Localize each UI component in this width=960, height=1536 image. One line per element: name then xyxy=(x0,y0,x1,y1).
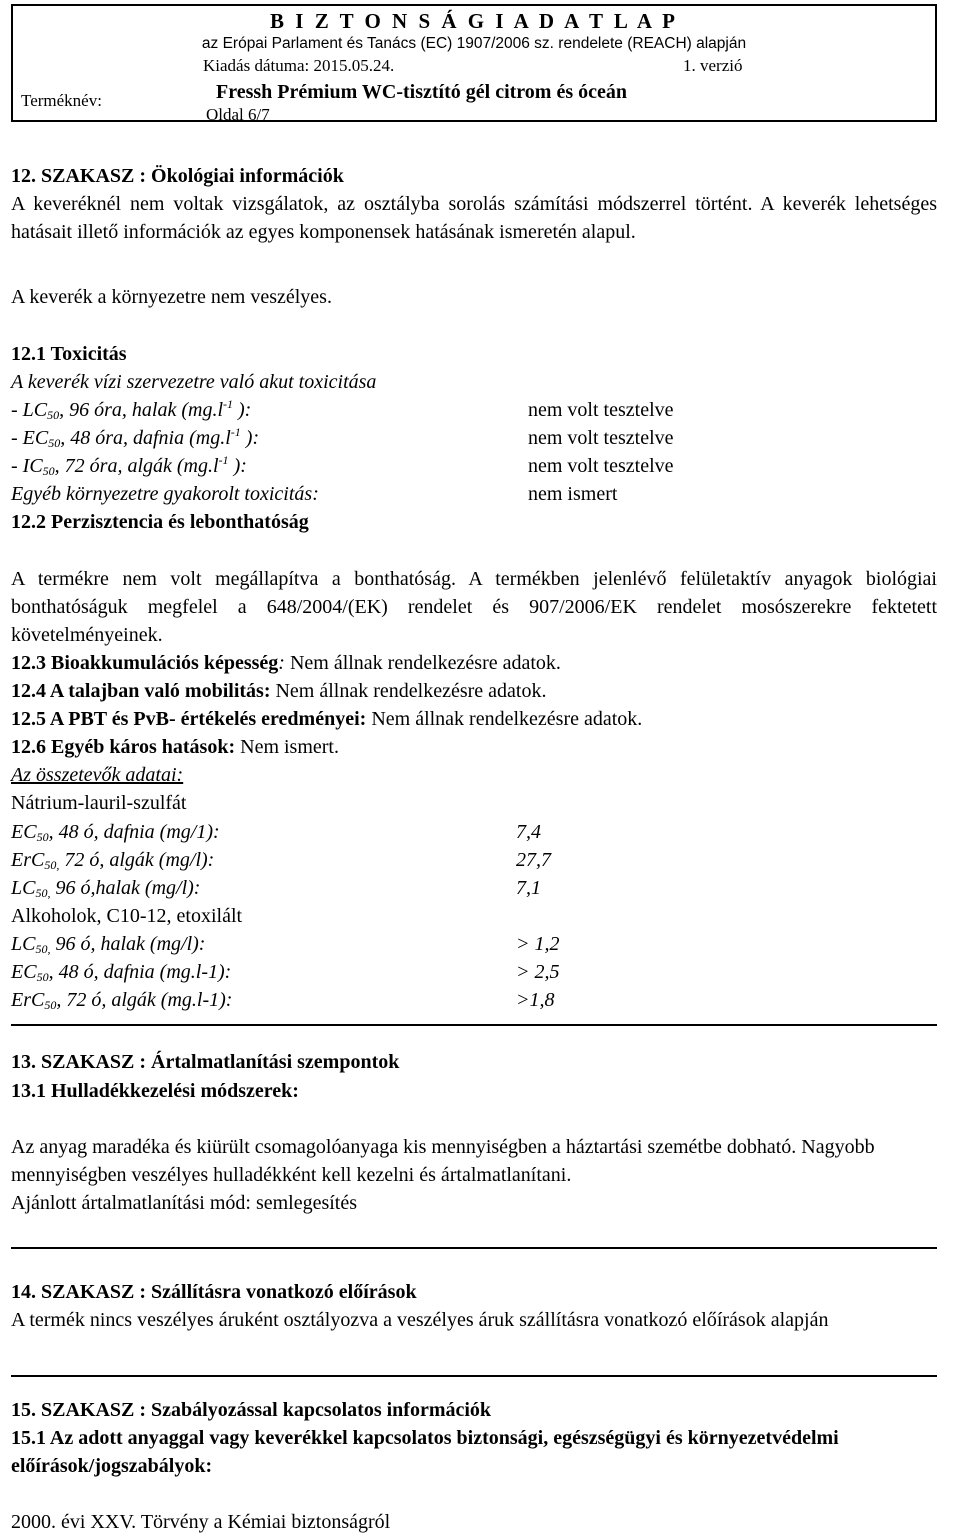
component-row: $EC_{50}$, 48 ó, dafnia (mg/1): 7,4 xyxy=(11,818,937,846)
soil-mobility-line: 12.4 A talajban való mobilitás: Nem állnak rendelkezésre adatok. xyxy=(11,680,547,702)
version: 1. verzió xyxy=(683,56,743,75)
component-value: > 2,5 xyxy=(516,961,560,983)
other-toxicity-value: nem ismert xyxy=(528,483,618,505)
components-heading: Az összetevők adatai: xyxy=(11,764,184,786)
section-14-text: A termék nincs veszélyes áruként osztályozva a veszélyes áruk szállításra vonatkozó előírások alapján xyxy=(11,1309,829,1331)
tox-row: - $IC_{50}$, 72 óra, algák ($mg.l^{-1}$ ): nem volt tesztelve xyxy=(11,453,674,478)
toxicity-heading: 12.1 Toxicitás xyxy=(11,343,127,365)
component-row: ErC$_{50}$, 72 ó, algák (mg.l-1): >1,8 xyxy=(11,986,937,1014)
component-value: > 1,2 xyxy=(516,933,560,955)
mixture-not-hazardous: A keverék a környezetre nem veszélyes. xyxy=(11,286,332,308)
component-value: 27,7 xyxy=(516,849,551,871)
tox-row: - $EC_{50}$, 48 óra, dafnia ($mg.l^{-1}$ ): nem volt tesztelve xyxy=(11,425,674,450)
component-value: 7,4 xyxy=(516,821,541,843)
section-divider xyxy=(11,1024,937,1026)
section-13-heading: 13. SZAKASZ : Ártalmatlanítási szempontok xyxy=(11,1051,400,1073)
section-divider xyxy=(11,1375,937,1377)
component-row: ErC$_{50,}$ 72 ó, algák (mg/l): 27,7 xyxy=(11,846,937,874)
component-row: $LC_{50,}$ 96 ó,halak (mg/l): 7,1 xyxy=(11,874,937,902)
disposal-method: Ajánlott ártalmatlanítási mód: semlegesítés xyxy=(11,1192,358,1214)
section-12-intro: A keveréknél nem voltak vizsgálatok, az osztályba sorolás számítási módszerrel történt. A keverék lehetséges hatásait illető információk az egyes komponensek hatásának ismeretén alapul. xyxy=(11,193,937,243)
component-value: 7,1 xyxy=(516,877,541,899)
component-2-name: Alkoholok, C10-12, etoxilált xyxy=(11,905,243,927)
persistence-heading: 12.2 Perzisztencia és lebonthatóság xyxy=(11,511,309,533)
other-toxicity-row xyxy=(11,480,937,508)
product-name: Fressh Prémium WC-tisztító gél citrom és óceán xyxy=(216,81,628,103)
page-number: Oldal 6/7 xyxy=(206,105,270,124)
section-12-heading: 12. SZAKASZ : Ökológiai információk xyxy=(11,165,344,187)
tox-value: nem volt tesztelve xyxy=(528,427,674,449)
section-divider xyxy=(11,1247,937,1249)
chemical-safety-law: 2000. évi XXV. Törvény a Kémiai biztonságról xyxy=(11,1511,391,1533)
other-effects-line: 12.6 Egyéb káros hatások: Nem ismert. xyxy=(11,736,339,758)
document-title: B I Z T O N S Á G I A D A T L A P xyxy=(270,9,678,33)
bioaccumulation-line: 12.3 Bioakkumulációs képesség: Nem állnak rendelkezésre adatok. xyxy=(11,652,561,674)
component-1-name: Nátrium-lauril-szulfát xyxy=(11,792,187,814)
tox-value: nem volt tesztelve xyxy=(528,455,674,477)
issue-date: Kiadás dátuma: 2015.05.24. xyxy=(203,56,395,75)
section-15-heading: 15. SZAKASZ : Szabályozással kapcsolatos információk xyxy=(11,1399,492,1421)
component-row: $LC_{50,}$ 96 ó, halak (mg/l): > 1,2 xyxy=(11,930,937,958)
section-13-text: Az anyag maradéka és kiürült csomagolóanyaga kis mennyiségben a háztartási szemétbe dobható. Nagyobb mennyiségben veszélyes hulladékként kell kezelni és ártalmatlanítani. xyxy=(11,1136,875,1186)
section-14-heading: 14. SZAKASZ : Szállításra vonatkozó előírások xyxy=(11,1281,417,1303)
section-13-subheading: 13.1 Hulladékkezelési módszerek: xyxy=(11,1080,299,1102)
other-toxicity-label: Egyéb környezetre gyakorolt toxicitás: xyxy=(11,483,319,505)
pbt-line: 12.5 A PBT és PvB- értékelés eredményei: Nem állnak rendelkezésre adatok. xyxy=(11,708,643,730)
component-value: >1,8 xyxy=(516,989,555,1011)
toxicity-subheading: A keverék vízi szervezetre való akut toxicitása xyxy=(11,371,377,393)
section-15-subheading: 15.1 Az adott anyaggal vagy keverékkel kapcsolatos biztonsági, egészségügyi és környezetvédelmi előírások/jogszabályok: xyxy=(11,1427,839,1477)
tox-value: nem volt tesztelve xyxy=(528,399,674,421)
component-row: $EC_{50}$, 48 ó, dafnia (mg.l-1): > 2,5 xyxy=(11,958,937,986)
product-name-label: Terméknév: xyxy=(21,91,102,110)
header-box xyxy=(11,4,937,122)
persistence-text: A termékre nem volt megállapítva a bonthatóság. A termékben jelenlévő felületaktív anyagok biológiai bonthatóságuk megfelel a 648/2004/(EK) rendelet és 907/2006/EK rendelet mosószerekre fektetett követelményeinek. xyxy=(11,568,937,646)
regulation-line: az Erópai Parlament és Tanács (EC) 1907/2006 sz. rendelete (REACH) alapján xyxy=(201,35,747,52)
tox-row: - $LC_{50}$, 96 óra, halak ($mg.l^{-1}$ ): nem volt tesztelve xyxy=(11,397,674,422)
